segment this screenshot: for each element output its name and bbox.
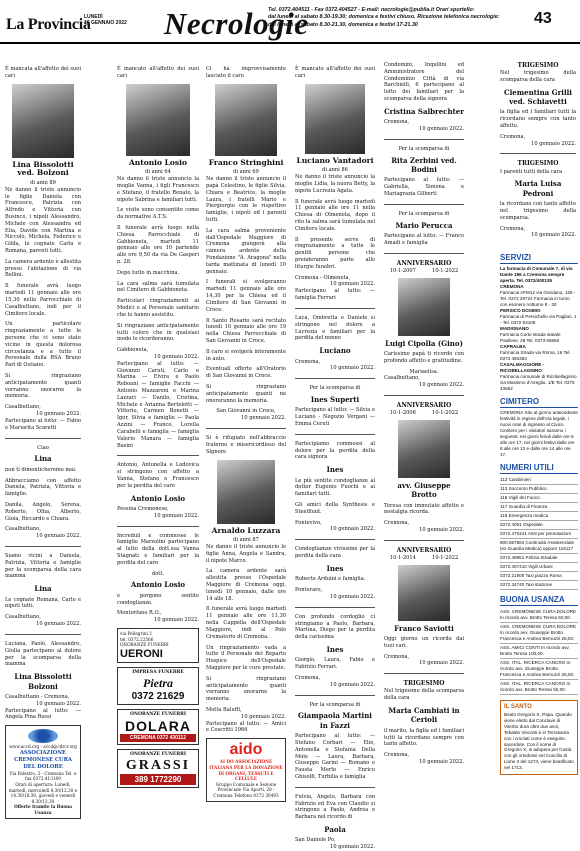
message-place: Cremona, bbox=[384, 119, 410, 126]
divider bbox=[5, 546, 81, 547]
obit-funeral: I funerali si svolgeranno martedì 11 gennaio alle ore 14,30 per la Chiesa ed il Cimitero di San Giovanni in Croce. bbox=[206, 279, 286, 313]
saint-heading: IL SANTO bbox=[504, 703, 532, 710]
obit-place: Cremona - Olmeneta, bbox=[295, 274, 351, 281]
obit-intro: È mancato all'affetto dei suoi cari bbox=[295, 66, 375, 79]
trigesimo-body: la figlia ed i familiari tutti la ricordano sempre con tanto affetto. bbox=[500, 109, 576, 130]
message-name: Ines Superti bbox=[310, 394, 360, 404]
donation-item: ASS. CREMONESE CURA DOLORE In ricordo avv. Giuseppe Brotto Francesca e Andrea Bernuzzi 25,00. bbox=[500, 623, 578, 644]
issue-date: LUNEDÌ 10 GENNAIO 2022 bbox=[84, 14, 127, 27]
obit-body: Ne danno il triste annuncio le figlie Anna, Angela e Sandra, il nipote Marco. bbox=[206, 543, 286, 564]
anniversary-place: Cremona, bbox=[384, 653, 410, 660]
message-place: San Daniele Po, bbox=[295, 837, 336, 844]
trigesimo-name: Clementina Grilli ved. Schiavetti bbox=[504, 87, 572, 107]
trigesimo-heading: TRIGESIMO bbox=[517, 62, 559, 69]
obit-name: Lina Bissolotti ved. Bolzoni bbox=[12, 159, 74, 178]
pharmacy-item: Farmacia comunale di Ricobellagnino via Massimo d'Azeglio, 1/E Tel. 0375 43662 bbox=[500, 373, 577, 391]
anniversary-body: Oggi giorno un ricordo dai tuoi cari. bbox=[384, 636, 464, 649]
portrait-photo bbox=[215, 84, 277, 156]
obit-age: di anni 87 bbox=[233, 537, 259, 544]
message-intro: Antonio, Antonella e Lodovica si stringono con affetto a Vanna, Stefano e Francesco per la perdita del caro bbox=[117, 462, 199, 489]
dolara-ad bbox=[117, 709, 199, 745]
obit-thanks: Si ringraziano anticipatamente quanti ne onoreranno la memoria. bbox=[206, 384, 286, 404]
pharmacy-item: Farmacia Corte strada statale Paullese, 28 Tel. 0373 65656 bbox=[500, 332, 561, 344]
message-place: Ponteraro, bbox=[295, 587, 323, 594]
divider bbox=[295, 434, 375, 435]
message-name: Cristina Salbrechter bbox=[384, 106, 464, 116]
obit-age: di anni 86 bbox=[322, 167, 348, 174]
message-name: Luciano bbox=[319, 346, 351, 356]
message-place: Casalbuttano, bbox=[5, 526, 41, 533]
message-place: Cremona, bbox=[295, 358, 321, 365]
pietra-phone: 0372 21629 bbox=[131, 690, 185, 702]
message-place: Montorfano R.O., bbox=[117, 610, 162, 617]
anniversary-place: Cremona, bbox=[384, 520, 410, 527]
trigesimo-body: la ricordano con tanto affetto nel trigesimo della scomparsa. bbox=[500, 201, 576, 221]
pharmacy-item: Farmacia AFM12 via Giordano, 125 - Tel. 0372 29724 Farmacia in turno con esonero notturno 8 - 20 bbox=[500, 290, 576, 308]
obit-funeral: Il funerale avrà luogo martedì 11 gennaio alle ore 15,30 nella Parrocchiale di Casalbuttano, indi per il Cimitero locale. bbox=[5, 283, 81, 317]
message-date: 10 gennaio 2022. bbox=[36, 621, 81, 628]
obit-place: Casalbuttano, bbox=[5, 404, 41, 411]
message-name: Lina bbox=[34, 454, 52, 464]
obit-note: Si ringraziano anticipatamente tutti coloro che in qualsiasi modo lo ricorderanno. bbox=[117, 322, 199, 343]
obit-body: Ne danno il triste annuncio le figlie Daniela con Francesco, Patrizia con Alfredo e Vittoria con Businco, i nipoti Alessandro, Michele con Alessandra ed Elia, Davide con Martina e Niccolò, Michela, Federico e Gilda, le cognate Carla e Romana, parenti tutti. bbox=[5, 186, 81, 254]
ueroni-brand: UERONI bbox=[120, 647, 163, 660]
services-sidebar bbox=[500, 248, 578, 775]
divider bbox=[384, 139, 464, 140]
phone-number: 115 Vigili del Fuoco bbox=[500, 494, 578, 503]
accd-logo-icon bbox=[28, 729, 58, 743]
anniversary-heading: ANNIVERSARIO bbox=[396, 546, 452, 554]
obit-thanks: Un particolare ringraziamento a tutte le persone che ci sono state vicine in questa dolorosa circostanza e a tutto il Personale della RSA Bruno Pari di Ostiano. bbox=[5, 321, 81, 369]
divider bbox=[384, 395, 464, 396]
obit-age: di anni 69 bbox=[233, 169, 259, 176]
obit-body: Ne danno il triste annuncio la moglie Vanna, i figli Francesco e Stefano, il fratello Renato, la nipote Sabrina e familiari tutti. bbox=[117, 176, 199, 203]
obit-participants: Partecipano al lutto: — Fabio e Mariarita Scaretti bbox=[5, 417, 81, 431]
message-intro: Luca, Ombretta e Daniele si stringono nel dolore a Lucrezia e familiari per la perdita del nonno bbox=[295, 314, 375, 342]
anniversary-heading: ANNIVERSARIO bbox=[396, 401, 452, 409]
aido-address: Gruppo Comunale e Sezione Provinciale Via Aporti, 28 - Cremona Telefono 0372 30493 bbox=[213, 781, 279, 798]
divider bbox=[295, 539, 375, 540]
pietra-ad bbox=[117, 667, 199, 705]
phone-number: 118 Emergenza medica bbox=[500, 512, 578, 521]
message-intro: Luciana, Paolo, Alessandro, Giulia partecipano al dolore per la scomparsa della mamma bbox=[5, 640, 81, 668]
phone-number: 800.567864 Continuità Assistenziale (ex Guardia Medica) oppure 116117 bbox=[500, 539, 578, 554]
dolara-phone: CREMONA 0372 430112 bbox=[120, 734, 196, 742]
message-intro: Increduli e commosse le famiglie Marzolini partecipano al lutto della dott.ssa Vanna Stagnati e familiari per la perdita del caro bbox=[117, 532, 199, 566]
anniversary-date: 10 gennaio 2022. bbox=[419, 660, 464, 667]
obit-thanks: Un ringraziamento vada a tutto il Personale del Reparto Hospice dell'Ospedale Maggiore per le cure prestate. bbox=[206, 644, 286, 671]
message-body: Giorgio, Laura, Fabio e Fabrizio Ferrari. bbox=[295, 657, 375, 671]
message-body: e porgono sentite condoglianze. bbox=[117, 592, 199, 606]
obit-participants: Partecipano al lutto: — Giovanni Caruti, Carlo e Marina — Elvira e Paolo Reboani — famiglie Facchi — Antonio Mazzaroni e Marina Lazzari — Danilo, Cristina, Michele e Arianna Bertoletti — Vittorio, Carmen Bonetti — Igor, Silvia e famiglie — Paola Azzini — Franco, Lorella Carabelli e famiglia — famiglia Valerio Manara — famiglia Basini bbox=[117, 360, 199, 449]
accd-note: Offerte tramite la Buona Usanza bbox=[14, 804, 72, 816]
message-place: Casalbuttano, bbox=[5, 614, 41, 621]
trigesimo-heading: TRIGESIMO bbox=[517, 160, 559, 168]
trigesimo-date: 10 gennaio 2022. bbox=[419, 758, 464, 765]
obit-participants: Partecipano al lutto: — famiglia Ferrari bbox=[295, 288, 375, 302]
message-intro: Condomini, Inquilini ed Amministratore del Condominio Città di via Barchielli, 6 partecipano al lutto dei familiari per la scomparsa della signora bbox=[384, 62, 464, 103]
message-name: Antonio Losio bbox=[130, 580, 186, 590]
donation-item: ASS. CREMONESE CURA DOLORE In ricordo avv. Brotto Teresa 50,00. bbox=[500, 608, 578, 623]
numbers-heading: NUMERI UTILI bbox=[500, 463, 578, 474]
message-date: 10 gennaio 2022. bbox=[154, 512, 199, 519]
anniversary-name: avv. Giuseppe Brotto bbox=[397, 480, 451, 500]
phone-number: 0372.24740 Taxi stazione bbox=[500, 581, 578, 590]
saint-text: Beato Gregorio X, Papa. Quando viene eletto dal Conclave di Viterbo dura oltre due anni, Tebaldo Visconti è in Terrasanta con i crociati come è eseguito: sacerdote. Con il nome di Gregorio X, si adopera per l'unità con gli ortodossi nel Concilio di Lione II del 1274, viene beatificato nel 1713. bbox=[504, 711, 574, 771]
anniversary-sign: Mariaelisa. bbox=[409, 368, 439, 375]
message-place: Fontevivo, bbox=[295, 519, 322, 526]
message-intro: Siamo vicini a Daniela, Patrizia, Vittoria e famiglie per la scomparsa della cara mamma bbox=[5, 553, 81, 580]
message-intro: Fulvia, Angelo, Barbara con Fabrizio ed Eva con Claudio si stringono a Paolo, Andrea e Barbara nel ricordo di bbox=[295, 793, 375, 821]
phone-number: 113 Soccorso Pubblico bbox=[500, 485, 578, 494]
message-date: 10 gennaio 2022. bbox=[330, 593, 375, 600]
aido-title: AI DO ASSOCIAZIONE ITALIANA PER LA DONAZIONE DI ORGANI, TESSUTI E CELLULE bbox=[209, 759, 283, 782]
obit-body: Ne danno il triste annuncio il papà Celestino, le figlie Silvia, Chiara e Beatrice, la moglie Laura, i fratelli Mario e Piergiorgio con le rispettive famiglie, i nipoti ed i parenti tutti. bbox=[206, 176, 286, 223]
obit-intro: Ci ha improvvisamente lasciato il caro bbox=[206, 66, 286, 79]
message-date: 10 gennaio 2022. bbox=[330, 365, 375, 372]
donation-item: ASS. ITAL. RICERCA CANCRO In ricordo avv. Giuseppe Brotto Francesca e Andrea Bernuzzi 25,00. bbox=[500, 659, 578, 680]
accd-address: Via Palestro, 2 - Cremona Tel. e fax 0372.413189 bbox=[9, 770, 77, 782]
message-intro: Partecipiamo commossi al dolore per la perdita della cara signora bbox=[295, 440, 375, 461]
obit-chapel: La cara salma proveniente dall'Ospedale Maggiore di Cremona giungerà alla camera ardente della Fondazione "A. Aragona" nella tarda mattinata di lunedì 10 gennaio. bbox=[206, 227, 286, 275]
message-participants: Partecipano al lutto: — Franco Amadi e famiglia bbox=[384, 233, 464, 246]
ueroni-address: via Pellegrini 2 bbox=[120, 631, 152, 637]
pharmacy-item: Farmacia Strada via Roma, 16 Tel. 0373 450384 bbox=[500, 349, 571, 361]
message-intro: Ciao bbox=[37, 444, 49, 451]
obit-date: 10 gennaio 2022. bbox=[241, 713, 286, 720]
divider bbox=[295, 787, 375, 788]
pharmacy-city: MADIGNANO bbox=[500, 326, 529, 332]
message-name: Ines bbox=[326, 465, 344, 475]
message-date: 10 gennaio 2022. bbox=[36, 700, 81, 707]
message-place: Pessina Cremonese, bbox=[117, 505, 169, 512]
pharmacy-city: CAPRALBA bbox=[500, 343, 526, 349]
obit-chapel: La camera ardente è allestita presso l'abitazione di via Bellini. bbox=[5, 258, 81, 279]
message-intro: Per la scomparsa di bbox=[309, 701, 361, 708]
anniversary-body: Teresa con immutato affetto e nostalgia ricorda. bbox=[384, 502, 464, 516]
obit-name: Antonio Losio bbox=[128, 157, 187, 167]
obit-intro: È mancata all'affetto dei suoi cari bbox=[5, 66, 81, 79]
trigesimo-place: Cremona, bbox=[500, 133, 526, 140]
message-date: 10 gennaio 2022. bbox=[330, 681, 375, 688]
ueroni-label: ONORANZE FUNEBRI bbox=[120, 642, 169, 648]
obit-thanks: Il presente serve di ringraziamento a tutte le gentili persone che prenderanno parte alle liturgie funebri. bbox=[295, 236, 375, 270]
obit-name: Luciano Vantadori bbox=[296, 155, 374, 165]
divider bbox=[384, 253, 464, 254]
message-date: 10 gennaio 2022. bbox=[154, 617, 199, 624]
accd-web: www.accd.org - accd@cdrcr.org bbox=[9, 744, 77, 750]
divider bbox=[117, 455, 199, 456]
message-name: Giampaola Martini in Fazzi bbox=[298, 711, 372, 730]
obit-name: Arnaldo Luzzara bbox=[211, 525, 281, 535]
pharmacy-city: CREMONA bbox=[500, 284, 524, 290]
phone-number: 112 Carabinieri bbox=[500, 476, 578, 485]
grassi-ad bbox=[117, 749, 199, 788]
accd-title: ASSOCIAZIONE CREMONESE CURA DEL DOLORE bbox=[14, 749, 72, 770]
phone-number: 0372.407410 Vigili Urbani bbox=[500, 563, 578, 572]
message-body: Le cognate Romana, Carlo e nipoti tutti. bbox=[5, 596, 81, 610]
obit-rosary: Il Santo Rosario sarà recitato lunedì 10 gennaio alle ore 19 nella Chiesa Parrocchiale di San Giovanni in Croce. bbox=[206, 317, 286, 344]
message-name: Antonio Losio bbox=[130, 493, 186, 503]
message-place: Casalbuttano - Cremona, bbox=[5, 693, 70, 700]
trigesimo-heading: TRIGESIMO bbox=[403, 680, 445, 688]
message-intro: Condogliamze vivissime per la perdita della cara bbox=[295, 546, 375, 560]
obit-body: Ne danno il triste annuncio la moglie Lidia, la nuora Betty, la nipote Lucrezia Agata. bbox=[295, 174, 375, 194]
obit-place: Motta Baluffi, bbox=[206, 707, 242, 713]
obit-funeral: Il funerale avrà luogo martedì 11 gennaio alle ore 11 nella Chiesa di Olmeneta, dopo il rito la salma sarà tumulata nel Cimitero locale. bbox=[295, 198, 375, 232]
page-number: 43 bbox=[534, 10, 552, 27]
accd-ad bbox=[5, 725, 81, 819]
obit-note: Si ringraziano anticipatamente quanti vorranno onorarne la memoria. bbox=[206, 675, 286, 703]
trigesimo-name: Maria Cambiati in Cerioli bbox=[388, 705, 460, 725]
obit-chapel: La camera ardente sarà allestita presso l'Ospedale Maggiore di Cremona oggi, lunedì 10 gennaio, dalle ore 14 alle 18. bbox=[206, 568, 286, 602]
column-4 bbox=[295, 66, 375, 851]
obit-visit: Le visite sono consentite come da normative A.T.S. bbox=[117, 207, 199, 221]
pharmacy-item: Farmacia di Persichello via Pagliari, 1 - Tel. 0372 54108 bbox=[500, 314, 577, 326]
portrait-photo bbox=[305, 84, 365, 154]
message-date: 10 gennaio 2022. bbox=[36, 533, 81, 540]
obit-participants: Partecipano al lutto: — Amici e Coscritti 1966 bbox=[206, 720, 286, 734]
obit-age: di anni 89 bbox=[30, 179, 56, 186]
section-title: Necrologie bbox=[164, 6, 309, 41]
divider bbox=[295, 378, 375, 379]
obit-offer: Eventuali offerte all'Oratorio di San Giovanni in Croce. bbox=[206, 366, 286, 380]
message-intro: Per la scomparsa di bbox=[398, 145, 450, 152]
trigesimo-body: Nel trigesimo della scomparsa della cara bbox=[500, 70, 576, 83]
message-title: dott. bbox=[151, 570, 165, 577]
phone-number: 0372.49951 Polizia Stradale bbox=[500, 554, 578, 563]
divider bbox=[384, 540, 464, 541]
message-body: Roberto Arduini e famiglia. bbox=[295, 576, 366, 583]
divider bbox=[295, 695, 375, 696]
anniversary-dates: 10-1-2006 10-1-2022 bbox=[389, 410, 459, 416]
column-5 bbox=[384, 62, 464, 766]
divider bbox=[5, 634, 81, 635]
divider bbox=[384, 673, 464, 674]
message-body: Le più sentite condoglianze al dottor Eugenio Fuochi e ai familiari tutti. bbox=[295, 477, 375, 498]
message-intro: Per la scomparsa di bbox=[309, 385, 361, 392]
obit-place: Gabbioneta, bbox=[117, 347, 149, 354]
anniversary-place: Casalbuttano, bbox=[384, 375, 420, 382]
obit-note: Il caro si svolgerà interamente in auto. bbox=[206, 348, 286, 362]
portrait-photo bbox=[398, 278, 450, 336]
message-place: Cremona, bbox=[295, 674, 321, 681]
column-6 bbox=[500, 62, 576, 239]
anniversary-dates: 10-1-2007 10-1-2022 bbox=[389, 267, 459, 274]
ueroni-phone: tel. 0372.22566 bbox=[120, 636, 154, 642]
contact-info: Tel. 0372.404511 - Fax 0372.404527 - E-mail: necrologie@publia.it Orari sportello: dal lunedì al sabato 8.30-19.30; domenica e festivi chiuso. Ricezione telefonica necrologie: dal lunedì al sabato 8.30-21.30, domenica e festivi 17-21.30 bbox=[268, 7, 500, 28]
message-participants: Partecipano al lutto: — Silvia e Luciano - Negozio Vergani — Emma Ceruti bbox=[295, 407, 375, 427]
obit-age: di anni 64 bbox=[145, 169, 171, 176]
message-name: Paola bbox=[324, 825, 346, 835]
message-name: Ines bbox=[326, 563, 344, 573]
pharmacy-city: CASALMAGGIORE - RICOBELLAGNINO bbox=[500, 361, 545, 373]
trigesimo-date: 10 gennaio 2022. bbox=[531, 140, 576, 147]
donation-item: ASS. AMICI CONTI In ricordo avv. Brotto Teresa 100,00. bbox=[500, 644, 578, 659]
cemetery-heading: CIMITERO bbox=[500, 397, 578, 408]
ueroni-ad bbox=[117, 628, 199, 663]
anniversary-name: Franco Saviotti bbox=[394, 623, 454, 633]
column-2 bbox=[117, 66, 199, 792]
services-heading: SERVIZI bbox=[500, 253, 578, 264]
grassi-label: ONORANZE FUNEBRI bbox=[130, 751, 186, 757]
message-intro: Per la scomparsa di bbox=[398, 210, 450, 217]
portrait-photo bbox=[12, 84, 74, 158]
trigesimo-place: Cremona, bbox=[384, 752, 410, 759]
obit-note: Dopo tutto in macchina. bbox=[117, 269, 180, 276]
message-name: Lina bbox=[34, 584, 52, 594]
anniversary-dates: 10-1-2014 10-1-2022 bbox=[389, 554, 459, 561]
message-date: 10 gennaio 2022. bbox=[330, 526, 375, 533]
message-name: Lina Bissolotti Bolzoni bbox=[14, 672, 72, 691]
divider bbox=[295, 607, 375, 608]
obit-note: Si ringraziano anticipatamente quanti vorranno onorarne la memoria. bbox=[5, 373, 81, 400]
portrait-photo bbox=[398, 565, 450, 621]
divider bbox=[384, 204, 464, 205]
message-body: Danila, Angelo, Serena, Roberto, Olha, Alberto, Gioia, Riccardo e Chiara. bbox=[5, 501, 81, 522]
divider bbox=[117, 526, 199, 527]
divider bbox=[295, 308, 375, 309]
donation-item: ASS. ITAL. RICERCA CANCRO In ricordo avv. Brotto Teresa 50,00. bbox=[500, 680, 578, 695]
pietra-label: IMPRESA FUNEBRE bbox=[132, 669, 184, 675]
column-3 bbox=[206, 66, 286, 806]
obit-date: 10 gennaio 2022. bbox=[330, 281, 375, 288]
message-intro: Con profondo cordoglio ci stringiamo a Paolo, Barbara, Martina, Diego per la perdita della carissima bbox=[295, 613, 375, 641]
message-date: 10 gennaio 2022. bbox=[419, 126, 464, 133]
anniversary-name: Luigi Cipolla (Gino) bbox=[385, 338, 463, 348]
message-participants: Partecipano al lutto: — Gabriella, Simona e Mariagrazia Gilberti bbox=[384, 177, 464, 198]
anniversary-date: 10 gennaio 2022. bbox=[419, 382, 464, 389]
trigesimo-body: I parenti tutti della cara bbox=[500, 168, 563, 175]
portrait-photo bbox=[398, 420, 450, 478]
aido-logo: aido bbox=[229, 741, 263, 759]
accd-hours: Orari di apertura: Lunedì, martedì, mercoledì 8.30/12.30 e 14.30/18.30, giovedì e venerdì 8.30/12.30 bbox=[8, 781, 78, 804]
anniversary-heading: ANNIVERSARIO bbox=[396, 259, 452, 267]
message-participants: Partecipano al lutto: — Stefano Corbari — Elio, Antonella e Stefania Della Mole — Laura, Barbara, Giuseppe Garini — Romano e Fausta Merlo — Enrico Ghisolfi, Turbilia e famiglia bbox=[295, 733, 375, 780]
column-1 bbox=[5, 66, 81, 823]
obit-place: San Giovanni in Croce, bbox=[216, 408, 276, 415]
message-name: Mario Perucca bbox=[395, 220, 453, 230]
dolara-label: ONORANZE FUNEBRI bbox=[130, 711, 186, 717]
phone-number: 0372.4051 Ospedale bbox=[500, 521, 578, 530]
phone-number: 117 Guardia di Finanza bbox=[500, 503, 578, 512]
obit-intro: Si è rifugiato nell'abbraccio fraterno e misericordioso del Signore bbox=[206, 435, 286, 455]
obit-name: Franco Stringhini bbox=[208, 157, 284, 167]
message-body: Abbracciamo con affetto Daniela, Patrizia, Vittoria e famiglie. bbox=[5, 477, 81, 498]
grassi-brand: GRASSI bbox=[125, 757, 191, 773]
portrait-photo bbox=[217, 460, 275, 524]
trigesimo-body: il marito, la figlia ed i familiari tutti la ricordano sempre con tanto affetto. bbox=[384, 727, 464, 748]
saint-box bbox=[500, 700, 578, 775]
buona-usanza-heading: BUONA USANZA bbox=[500, 595, 578, 606]
message-name: Rita Zerbini ved. Bodini bbox=[391, 155, 457, 175]
page-header bbox=[0, 0, 580, 44]
message-body: Gli amici della Synthesis e Steelfluid. bbox=[295, 502, 375, 515]
message-body: non ti dimenticheremo mai. bbox=[5, 466, 77, 473]
obit-date: 10 gennaio 2022. bbox=[241, 415, 286, 422]
trigesimo-body: Nel trigesimo della scomparsa della cara bbox=[384, 688, 464, 702]
divider bbox=[206, 428, 286, 429]
grassi-phone: 389 1772290 bbox=[120, 774, 196, 785]
aido-ad bbox=[206, 738, 286, 801]
message-date: 10 gennaio 2022. bbox=[330, 844, 375, 851]
message-participants: Partecipano al lutto: — Angela Pina Rossi bbox=[5, 707, 81, 721]
obit-date: 10 gennaio 2022. bbox=[36, 411, 81, 418]
obit-thanks: Particolari ringraziamenti ai Medici e al Personale sanitario che lo hanno assistito. bbox=[117, 298, 199, 318]
phone-number: 0372.21900 Taxi piazza Roma bbox=[500, 572, 578, 581]
obit-date: 10 gennaio 2022. bbox=[154, 353, 199, 360]
divider bbox=[5, 438, 81, 439]
cemetery-text: CREMONA Sito al giorno antecedente festività in regime dell'ora legale, i nuovi orari di ingresso al Civico Cimitero per i visitatori saranno i seguenti: nei giorni feriali dalle ore 8 alle ore 17, nei giorni festivi dalle ore 8 alle ore 12 e dalle ore 14 alle ore 17. bbox=[500, 410, 578, 457]
trigesimo-date: 10 gennaio 2022. bbox=[531, 232, 576, 239]
obit-rest: La cara salma sarà tumulata nel Cimitero di Gabbioneta. bbox=[117, 280, 199, 294]
message-name: Ines bbox=[326, 644, 344, 654]
obit-funeral: Il funerale avrà luogo nella Chiesa Parrocchiale di Gabbioneta, martedì 11 gennaio alle ore 10 partendo alle ore 9,50 da via De Gasperi n. 28. bbox=[117, 224, 199, 265]
obit-funeral: Il funerale avrà luogo martedì 11 gennaio alle ore 11,30 nella Cappella dell'Ospedale Maggiore, indi al Polo Crematorio di Cremona. bbox=[206, 606, 286, 640]
trigesimo-place: Cremona, bbox=[500, 225, 526, 232]
phone-number: 0372.470441 Asst per prenotazioni bbox=[500, 530, 578, 539]
trigesimo-name: Maria Luisa Pedroni bbox=[514, 179, 562, 198]
anniversary-date: 10 gennaio 2022. bbox=[419, 527, 464, 533]
divider bbox=[500, 153, 576, 154]
anniversary-body: Carissimo papà ti ricordo con profondo affetto e gratitudine. bbox=[384, 350, 464, 364]
portrait-photo bbox=[126, 84, 190, 156]
pietra-brand: Pietra bbox=[143, 675, 173, 690]
newspaper-title: La Provincia bbox=[6, 16, 91, 33]
pharmacy-intro: La farmacia di Comunale 7, di via Dante 196 a Cremona sempre aperta. Tel. 0372/400135 bbox=[500, 266, 573, 284]
pharmacy-city: PERSICO DOSIMO bbox=[500, 308, 541, 314]
dolara-brand: DOLARA bbox=[125, 717, 191, 734]
obit-intro: È mancato all'affetto dei suoi cari bbox=[117, 66, 199, 79]
